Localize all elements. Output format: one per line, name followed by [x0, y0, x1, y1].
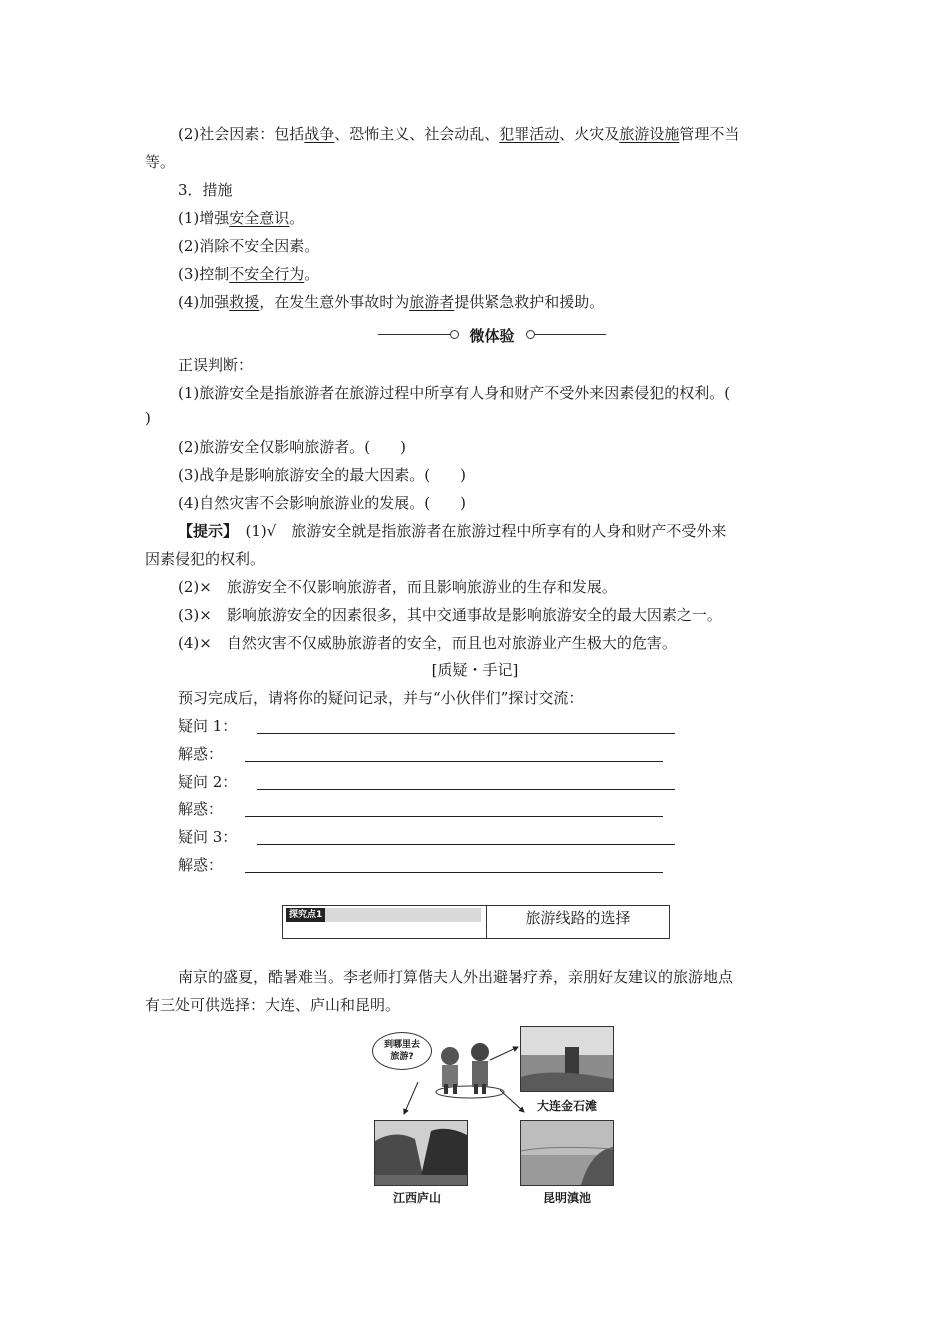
caption-dalian: 大连金石滩 — [537, 1099, 598, 1113]
text: 、恐怖主义、社会动乱、 — [334, 125, 500, 143]
explore-badge-label: 探究点1 — [286, 908, 325, 922]
question-1-blank[interactable] — [257, 733, 675, 734]
text: (1)增强 — [178, 209, 230, 227]
key-term: 旅游者 — [409, 293, 455, 311]
caption-lushan: 江西庐山 — [393, 1191, 442, 1205]
explore-title: 旅游线路的选择 — [525, 909, 631, 927]
key-term: 犯罪活动 — [499, 125, 560, 143]
social-factors-cont: 等。 — [145, 153, 176, 171]
divider-dot-right — [526, 330, 535, 339]
section-divider — [378, 325, 606, 345]
measures-heading: 3．措施 — [178, 181, 233, 199]
question-3-blank[interactable] — [257, 844, 675, 845]
hint-line-1-cont: 因素侵犯的权利。 — [145, 550, 266, 568]
question-3-label: 疑问 3： — [178, 828, 238, 846]
text: 、火灾及 — [559, 125, 620, 143]
answer-3-blank[interactable] — [245, 872, 663, 873]
text: 。 — [304, 265, 320, 283]
key-term: 不安全行为 — [229, 265, 305, 283]
quiz-intro: 正误判断： — [178, 356, 254, 374]
answer-4: (4)× 自然灾害不仅威胁旅游者的安全，而且也对旅游业产生极大的危害。 — [178, 634, 677, 652]
quiz-q2: (2)旅游安全仅影响旅游者。( ) — [178, 438, 406, 456]
direction-arrows — [390, 1040, 540, 1120]
notes-intro: 预习完成后，请将你的疑问记录，并与“小伙伴们”探讨交流： — [178, 689, 584, 707]
text: 。 — [289, 209, 305, 227]
photo-dalian — [520, 1026, 614, 1092]
question-1-label: 疑问 1： — [178, 717, 238, 735]
answer-2-blank[interactable] — [245, 816, 663, 817]
explore-point-header — [282, 905, 670, 939]
measure-4 — [178, 292, 604, 312]
answer-2-label: 解惑： — [178, 800, 224, 818]
quiz-q3: (3)战争是影响旅游安全的最大因素。( ) — [178, 466, 466, 484]
photo-kunming — [520, 1120, 614, 1186]
question-2-blank[interactable] — [257, 789, 675, 790]
hint-line-1 — [178, 521, 726, 541]
key-term: 安全意识 — [229, 209, 290, 227]
social-factors-line — [178, 124, 739, 144]
caption-kunming: 昆明滇池 — [543, 1191, 592, 1205]
bubble-text-1: 到哪里去 — [383, 1040, 420, 1050]
answer-3-label: 解惑： — [178, 856, 224, 874]
text: 提供紧急救护和援助。 — [454, 293, 605, 311]
scenario-line-1: 南京的盛夏，酷暑难当。李老师打算偕夫人外出避暑疗养，亲朋好友建议的旅游地点 — [178, 968, 734, 986]
divider-line-right — [535, 334, 606, 335]
measure-1 — [178, 208, 304, 228]
kunming-scene-icon — [521, 1121, 613, 1185]
answer-1: (1)√ 旅游安全就是指旅游者在旅游过程中所享有的人身和财产不受外来 — [230, 522, 727, 540]
hint-label: 【提示】 — [178, 522, 231, 540]
quiz-q1: (1)旅游安全是指旅游者在旅游过程中所享有人身和财产不受外来因素侵犯的权利。( — [178, 384, 731, 402]
dalian-scene-icon — [521, 1027, 613, 1091]
notes-title: [质疑・手记] — [431, 661, 519, 679]
explore-badge — [286, 908, 481, 922]
text: 管理不当 — [679, 125, 740, 143]
lushan-scene-icon — [375, 1121, 467, 1185]
key-term: 救援 — [229, 293, 260, 311]
text: (2)社会因素：包括 — [178, 125, 305, 143]
key-term: 旅游设施 — [619, 125, 680, 143]
quiz-q1-cont: ) — [145, 409, 151, 427]
photo-lushan — [374, 1120, 468, 1186]
answer-3: (3)× 影响旅游安全的因素很多，其中交通事故是影响旅游安全的最大因素之一。 — [178, 606, 722, 624]
key-term: 战争 — [304, 125, 335, 143]
quiz-q4: (4)自然灾害不会影响旅游业的发展。( ) — [178, 494, 466, 512]
question-2-label: 疑问 2： — [178, 773, 238, 791]
answer-2: (2)× 旅游安全不仅影响旅游者，而且影响旅游业的生存和发展。 — [178, 578, 617, 596]
measure-3 — [178, 264, 319, 284]
scenario-line-2: 有三处可供选择：大连、庐山和昆明。 — [145, 996, 401, 1014]
bubble-text-2: 旅游? — [390, 1052, 414, 1062]
answer-1-blank[interactable] — [245, 761, 663, 762]
measure-2: (2)消除不安全因素。 — [178, 237, 320, 255]
section-title: 微体验 — [469, 327, 515, 345]
answer-1-label: 解惑： — [178, 745, 224, 763]
text: ，在发生意外事故时为 — [259, 293, 410, 311]
text: (4)加强 — [178, 293, 230, 311]
text: (3)控制 — [178, 265, 230, 283]
